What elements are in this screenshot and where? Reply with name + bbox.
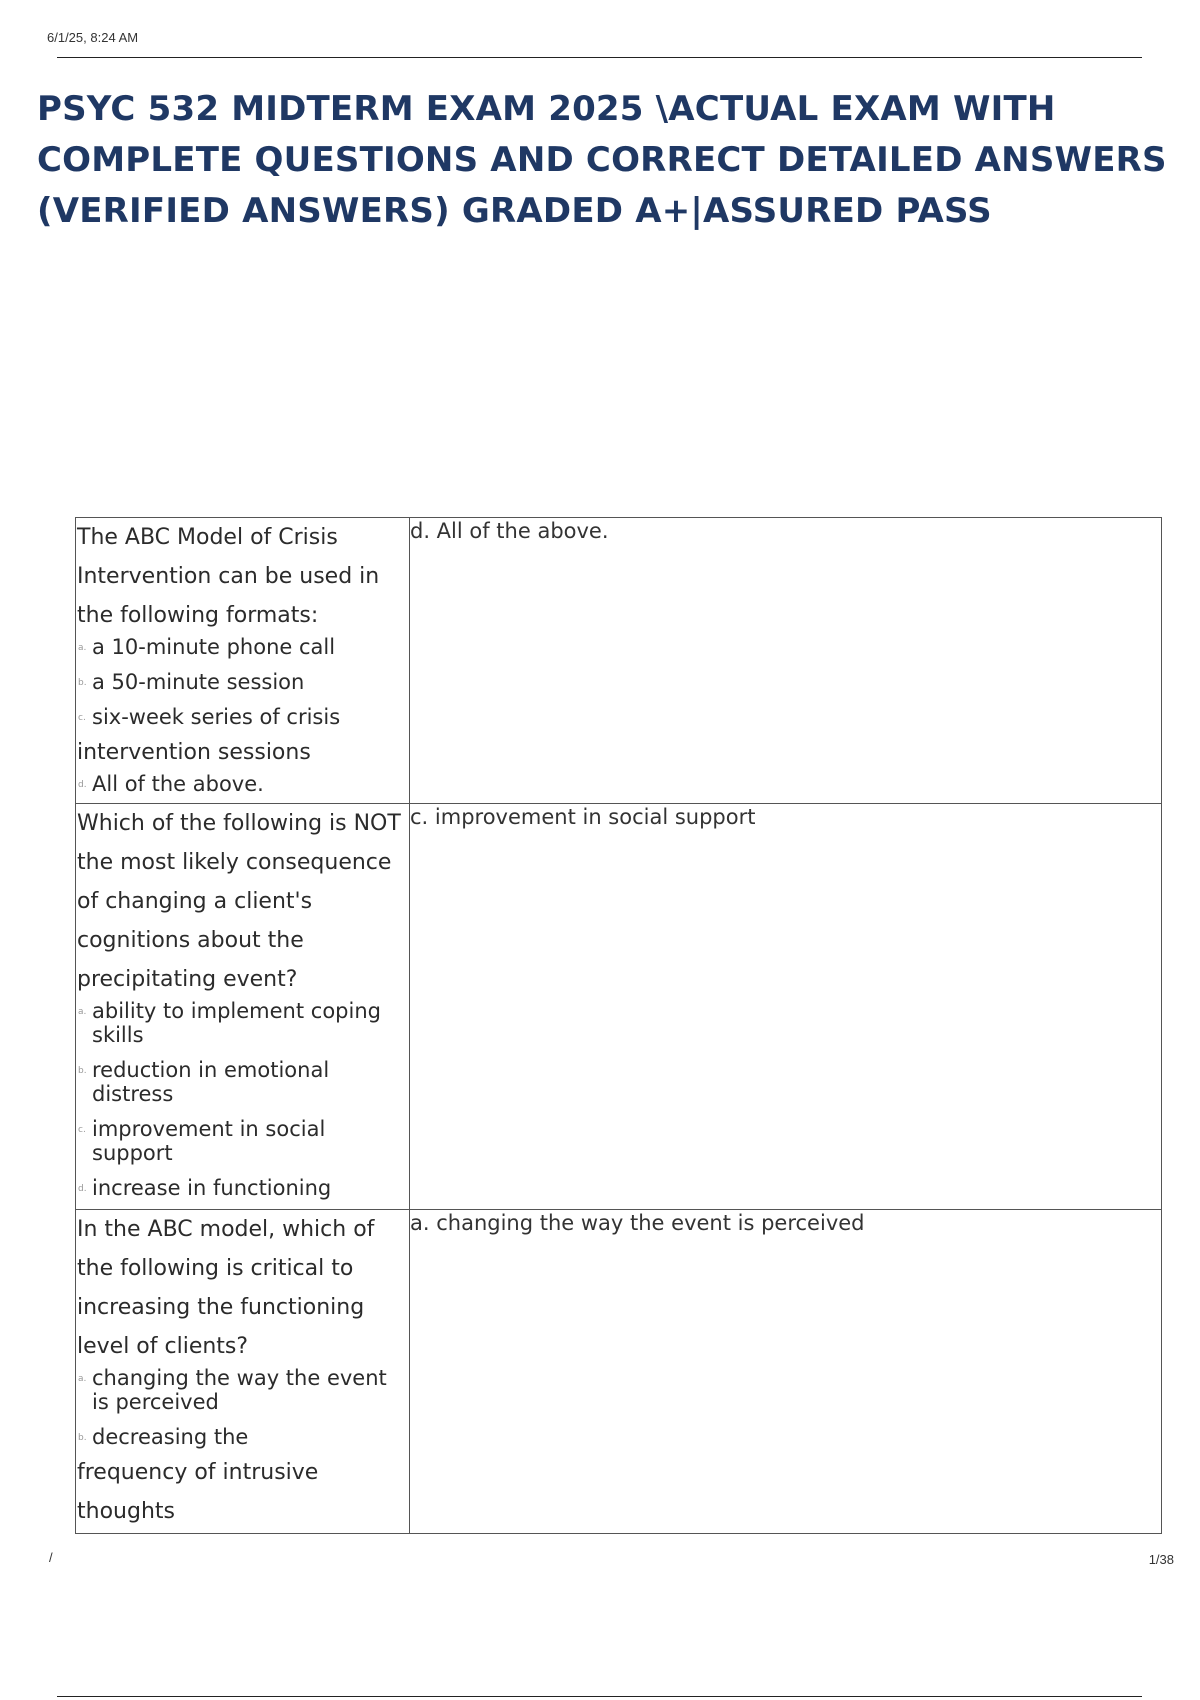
option-continuation: intervention sessions [77, 740, 311, 765]
option-item [76, 772, 409, 796]
option-text: ability to implement coping skills [92, 999, 381, 1047]
option-text: improvement in social support [92, 1117, 326, 1165]
option-text: six-week series of crisis [92, 705, 341, 729]
option-marker: b. [78, 678, 87, 688]
option-text: changing the way the event is perceived [92, 1366, 387, 1414]
option-marker: c. [78, 1125, 86, 1135]
print-timestamp: 6/1/25, 8:24 AM [47, 30, 139, 45]
table-row [76, 804, 1162, 1210]
footer-left-mark: / [49, 1550, 53, 1565]
option-marker: d. [78, 1184, 87, 1194]
answer-cell [410, 1210, 1162, 1534]
option-item [76, 635, 409, 659]
option-text: All of the above. [92, 772, 264, 796]
option-item [76, 670, 409, 694]
question-text: In the ABC model, which of the following is critical to increasing the functioning level of clients? [77, 1217, 375, 1359]
page-number: 1/38 [1148, 1552, 1174, 1567]
option-marker: d. [78, 780, 87, 790]
option-text: reduction in emotional distress [92, 1058, 330, 1106]
option-item [76, 1176, 409, 1200]
option-marker: c. [78, 713, 86, 723]
option-marker: a. [78, 643, 87, 653]
option-marker: a. [78, 1007, 87, 1017]
answer-cell [410, 518, 1162, 804]
question-cell [76, 804, 410, 1210]
qa-table [75, 517, 1162, 1534]
question-cell [76, 518, 410, 804]
footer-rule [57, 1696, 1142, 1697]
table-row [76, 518, 1162, 804]
option-item [76, 999, 409, 1047]
option-continuation: frequency of intrusive thoughts [77, 1460, 319, 1524]
question-cell [76, 1210, 410, 1534]
option-marker: a. [78, 1374, 87, 1384]
table-row [76, 1210, 1162, 1534]
option-marker: b. [78, 1066, 87, 1076]
answer-text: a. changing the way the event is perceived [410, 1211, 865, 1235]
option-item [76, 705, 409, 729]
option-text: increase in functioning [92, 1176, 332, 1200]
option-item [76, 1117, 409, 1165]
option-marker: b. [78, 1433, 87, 1443]
question-text: The ABC Model of Crisis Intervention can be used in the following formats: [77, 525, 380, 628]
answer-text: d. All of the above. [410, 519, 609, 543]
answer-text: c. improvement in social support [410, 805, 756, 829]
question-text: Which of the following is NOT the most likely consequence of changing a client's cognitions about the precipitating event? [77, 811, 401, 992]
option-text: a 10-minute phone call [92, 635, 336, 659]
option-item [76, 1058, 409, 1106]
document-title: PSYC 532 MIDTERM EXAM 2025 \ACTUAL EXAM WITH COMPLETE QUESTIONS AND CORRECT DETAILED ANSWERS (VERIFIED ANSWERS) GRADED A+|ASSURED PASS [37, 89, 1167, 231]
option-text: decreasing the [92, 1425, 249, 1449]
option-text: a 50-minute session [92, 670, 305, 694]
option-item [76, 1366, 409, 1414]
answer-cell [410, 804, 1162, 1210]
option-item [76, 1425, 409, 1449]
header-rule [57, 57, 1142, 58]
